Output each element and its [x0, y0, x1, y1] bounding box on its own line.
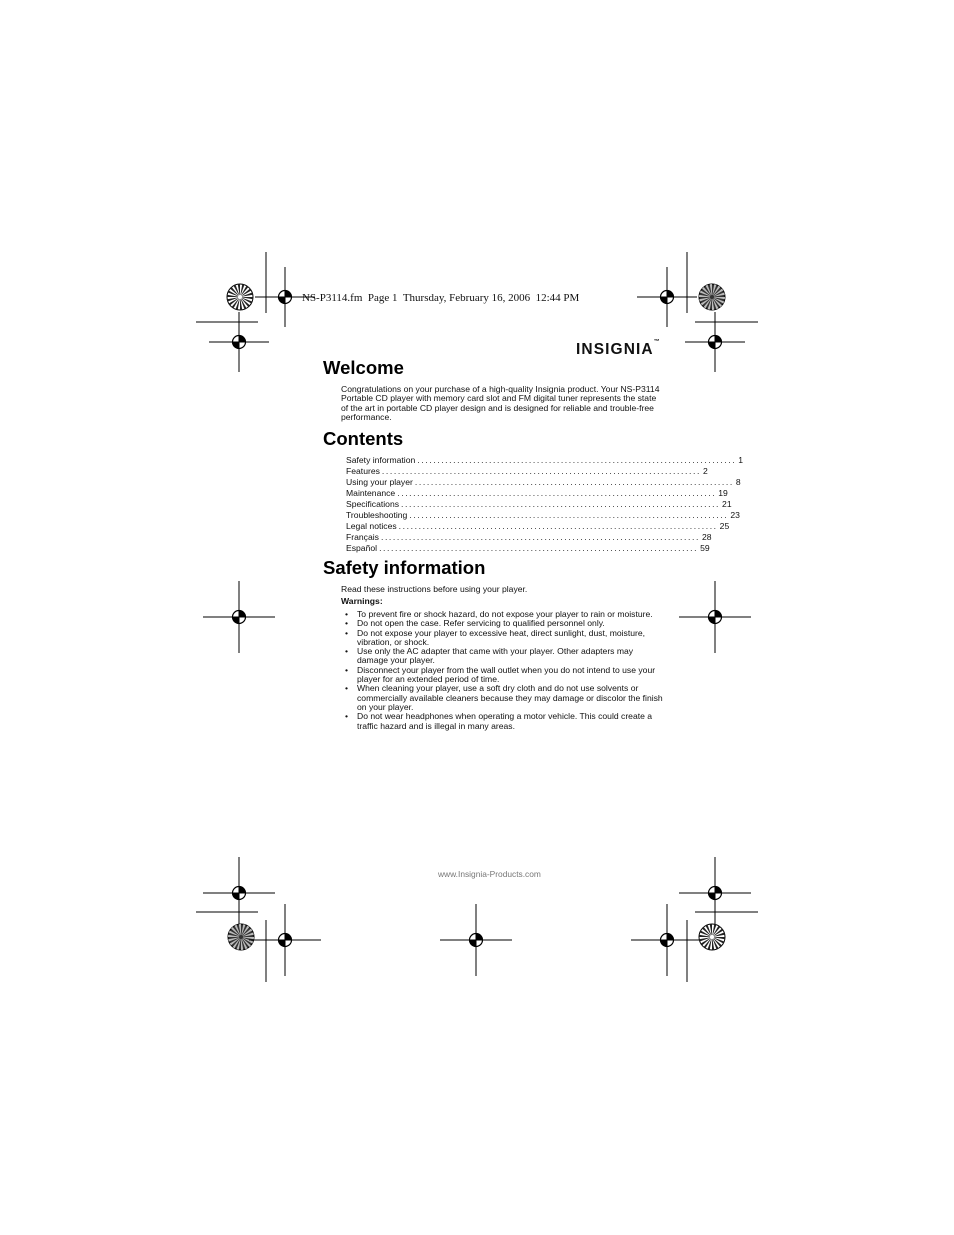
registration-crosshair-icon [679, 857, 751, 929]
registration-crosshair-icon [679, 581, 751, 653]
color-starburst-icon [228, 924, 254, 950]
toc-entry-page: 59 [700, 543, 710, 553]
toc-entry-page: 19 [718, 488, 728, 498]
warning-item: • Do not expose your player to excessive heat, direct sunlight, dust, moisture, vibration, or shock. [345, 629, 663, 648]
registration-crosshair-icon [249, 904, 321, 976]
toc-entry [346, 466, 708, 477]
toc-leader-dots: ................................................................................ [398, 521, 718, 531]
toc-entry-page: 2 [702, 466, 708, 476]
registration-crosshair-icon [637, 267, 697, 327]
toc-leader-dots: ................................................................................ [401, 499, 721, 509]
toc-leader-dots: ................................................................................ [379, 543, 699, 553]
toc-leader-dots: ................................................................................ [380, 532, 700, 542]
registration-crosshair-icon [203, 581, 275, 653]
toc-leader-dots: ................................................................................ [409, 510, 729, 520]
insignia-logo [576, 341, 660, 359]
warning-item: • To prevent fire or shock hazard, do not expose your player to rain or moisture. [345, 610, 663, 619]
logo-wordmark: INSIGNIA [576, 341, 654, 358]
toc-entry-page: 21 [722, 499, 732, 509]
trademark-symbol: ™ [653, 339, 660, 345]
registration-crosshair-icon [440, 904, 512, 976]
toc-entry [346, 510, 740, 521]
footer-url: www.Insignia-Products.com [438, 869, 541, 879]
contents-heading: Contents [323, 428, 404, 449]
toc-entry [346, 543, 710, 554]
toc-entry-page: 8 [735, 477, 741, 487]
toc-entry-label: Français [346, 532, 379, 542]
warnings-label: Warnings: [341, 596, 383, 606]
color-starburst-icon [227, 284, 253, 310]
file-info-header: NS-P3114.fm Page 1 Thursday, February 16, 2006 12:44 PM [302, 292, 580, 304]
toc-entry [346, 477, 741, 488]
toc-leader-dots: ................................................................................ [414, 477, 734, 487]
toc-entry-label: Español [346, 543, 378, 553]
warning-item: • Do not wear headphones when operating a motor vehicle. This could create a traffic hazard and is illegal in many areas. [345, 712, 663, 731]
warning-item: • Disconnect your player from the wall outlet when you do not intend to use your player for an extended period of time. [345, 666, 663, 685]
toc-entry [346, 532, 712, 543]
warning-item: • Use only the AC adapter that came with your player. Other adapters may damage your player. [345, 647, 663, 666]
welcome-heading: Welcome [323, 357, 404, 378]
safety-heading: Safety information [323, 557, 486, 578]
toc-entry-label: Maintenance [346, 488, 396, 498]
toc-entry-page: 28 [701, 532, 712, 542]
color-starburst-icon [699, 924, 725, 950]
toc-entry-page: 1 [738, 455, 744, 465]
toc-entry-label: Features [346, 466, 380, 476]
table-of-contents [346, 455, 744, 554]
toc-entry-page: 23 [730, 510, 740, 520]
toc-leader-dots: ................................................................................ [381, 466, 701, 476]
toc-entry [346, 521, 730, 532]
toc-entry-label: Legal notices [346, 521, 397, 531]
registration-crosshair-icon [685, 312, 745, 372]
toc-entry-label: Troubleshooting [346, 510, 408, 520]
registration-crosshair-icon [203, 857, 275, 929]
welcome-paragraph: Congratulations on your purchase of a high-quality Insignia product. Your NS-P3114 Portable CD player with memory card slot and FM digital tuner represents the state of the art in portable CD player design and is designed for reliable and trouble-free performance. [341, 384, 660, 422]
warning-item: • When cleaning your player, use a soft dry cloth and do not use solvents or commercially available cleaners because they may damage or discolor the finish on your player. [345, 684, 663, 712]
warning-item: • Do not open the case. Refer servicing to qualified personnel only. [345, 619, 663, 628]
toc-entry [346, 488, 728, 499]
toc-entry-label: Safety information [346, 455, 416, 465]
toc-entry [346, 499, 732, 510]
warnings-list [345, 610, 663, 731]
registration-crosshair-icon [209, 312, 269, 372]
toc-entry-label: Using your player [346, 477, 413, 487]
toc-entry-label: Specifications [346, 499, 400, 509]
toc-entry-page: 25 [719, 521, 730, 531]
toc-leader-dots: ................................................................................ [397, 488, 717, 498]
color-starburst-icon [699, 284, 725, 310]
safety-intro: Read these instructions before using your player. [341, 584, 528, 594]
toc-leader-dots: ................................................................................ [417, 455, 737, 465]
toc-entry [346, 455, 744, 466]
registration-crosshair-icon [631, 904, 703, 976]
